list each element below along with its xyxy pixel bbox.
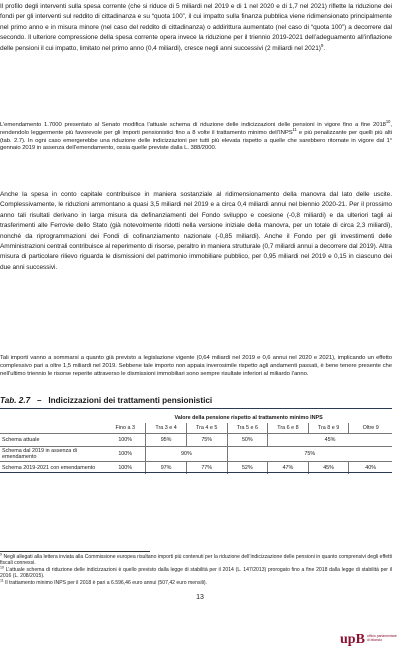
paragraph-emendamento: L’emendamento 1.7000 presentato al Senato modifica l’attuale schema di riduzione delle indicizzazioni delle pensioni in vigore fino a fine 2018$^{10}$, rendendolo leggermente più favorevole per gli importi pensionistici fino a 8 volte il trattamento minimo dell’INPS$^{11}$ e più penalizzante per quelli più alti (tab. 2.7). In ogni caso emergerebbe una riduzione delle indicizzazioni per tutti più elevata rispetto a quelle che sarebbero ritornate in vigore dal 1° gennaio 2019 in assenza dell’emendamento, ossia quelle previste dalla L. 388/2000. — [0, 119, 392, 152]
paragraph-dismissioni: Tali importi vanno a sommarsi a quanto già previsto a legislazione vigente (0,64 miliardi nel 2019 e 0,6 annui nel 2020 e 2021), implicando un effetto complessivo pari a oltre 1,5 miliardi nel 2019. Sebbene tale importo non appaia inverosimile rispetto agli andamenti passati, è bene tenere presente che nell’ultimo triennio le risorse reperite attraverso le dismissioni immobiliari sono sempre risultate inferiori al miliardo l’anno. — [0, 355, 392, 377]
footnote-ref-11[interactable]: 11 — [292, 126, 297, 132]
table-cell: 47% — [268, 462, 309, 475]
table-cell: 40% — [349, 462, 392, 475]
table-cell: 100% — [105, 447, 146, 462]
table-bottom-rule — [0, 472, 392, 473]
column-header: Tra 5 e 6 — [227, 423, 268, 434]
table-row — [0, 447, 392, 462]
table-cell: 52% — [227, 462, 268, 475]
column-header: Tra 8 e 9 — [308, 423, 349, 434]
table-cell: 100% — [105, 434, 146, 447]
footnote-ref-9[interactable]: 9 — [320, 42, 324, 48]
table-dash: – — [37, 396, 42, 405]
logo-text: ufficio parlamentare di bilancio — [367, 634, 397, 642]
paragraph-conto-capitale: Anche la spesa in conto capitale contribuisce in maniera sostanziale al ridimensionamento della manovra dal lato delle uscite. Complessivamente, le riduzioni ammontano a quasi 3,5 miliardi nel 2019 e a circa 0,4 miliardi annui nel biennio 2020-21. Per il prossimo anno tali risultati derivano in larga misura da definanziamenti del Fondo sviluppo e coesione (-0,8 miliardi) e da ulteriori tagli ai trasferimenti alle Ferrovie dello Stato (già notevolmente ridotti nella versione iniziale della manovra, per un totale di circa 2,3 miliardi), nonché da riprogrammazioni dei Fondi di cofinanziamento nazionale (-0,85 miliardi). Anche il Fondo per gli investimenti delle Amministrazioni centrali contribuisce al reperimento di risorse, peraltro in maniera strutturale (0,7 miliardi annui a decorrere dal 2019). Altra misura di particolare rilievo riguarda le dismissioni del patrimonio immobiliare pubblico, per 0,95 miliardi nel 2019 e 0,15 in ciascuno dei due anni successivi. — [0, 191, 392, 271]
table-cell: 50% — [227, 434, 268, 447]
logo-mark: upB — [340, 632, 365, 647]
column-header: Fino a 3 — [105, 423, 146, 434]
column-header: Tra 4 e 5 — [186, 423, 227, 434]
row-label: Schema attuale — [0, 434, 105, 447]
table-cell: 45% — [308, 462, 349, 475]
table-cell: 95% — [146, 434, 187, 447]
column-header: Tra 3 e 4 — [146, 423, 187, 434]
table-top-rule — [0, 408, 392, 409]
group-header: Valore della pensione rispetto al trattamento minimo INPS — [174, 415, 323, 422]
footnote: $^{11}$ Il trattamento minimo INPS per il 2018 è pari a 6.596,46 euro annui (507,42 euro mensili). — [0, 578, 208, 586]
paragraph-spesa-corrente: Il profilo degli interventi sulla spesa corrente (che si riduce di 5 miliardi nel 2019 e di 1 nel 2020 e di 1,7 nel 2021) riflette la riduzione dei fondi per gli interventi sul reddito di cittadinanza e su “quota 100”, il cui impatto sulla finanza pubblica viene ridimensionato principalmente nel primo anno e in misura minore (nel caso del reddito di cittadinanza) o addirittura aumentato (nel caso di “quota 100”) a decorrere dal secondo. Il ulteriore compressione della spesa corrente opera invece la riduzione per il triennio 2019-2021 dell’adeguamento all’inflazione delle pensioni il cui impatto, limitato nel primo anno (0,4 miliardi), cresce negli anni successivi (2 miliardi nel 2021)$^9$. — [0, 3, 392, 52]
footnote: $^9$ Negli allegati alla lettera inviata alla Commissione europea risultano importi più contenuti per la riduzione dell’indicizzazione delle pensioni in quanto comprensivi degli effetti fiscali connessi. — [0, 552, 392, 567]
table-row — [0, 434, 392, 447]
row-label: Schema 2019-2021 con emendamento — [2, 464, 96, 471]
column-header: Oltre 9 — [349, 423, 392, 434]
table-cell: 75% — [227, 447, 392, 462]
footnote-ref-10[interactable]: 10 — [385, 119, 391, 125]
table-caption — [0, 396, 392, 405]
footnote-separator — [0, 551, 150, 552]
table-cell: 75% — [186, 434, 227, 447]
footnote: $^{10}$ L’attuale schema di riduzione delle indicizzazioni è quello previsto dalla legge di stabilità per il 2014 (L. 147/2013) prorogato fino a fine 2018 dalla legge di stabilità per il 2016 (L. 208/2015). — [0, 565, 392, 580]
page-number: 13 — [196, 594, 204, 601]
table-cell: 77% — [186, 462, 227, 475]
table-title: Indicizzazioni dei trattamenti pensionistici — [48, 396, 213, 405]
pension-indexation-table — [0, 414, 392, 474]
column-header: Tra 6 e 8 — [268, 423, 309, 434]
row-label: Schema dal 2019 in assenza di emendamento — [0, 447, 105, 462]
upb-logo — [340, 632, 396, 650]
table-cell: 45% — [268, 434, 392, 447]
table-cell: 97% — [146, 462, 187, 475]
table-cell: 90% — [146, 447, 227, 462]
table-label: Tab. 2.7 — [0, 396, 31, 405]
table-cell: 100% — [118, 464, 133, 471]
